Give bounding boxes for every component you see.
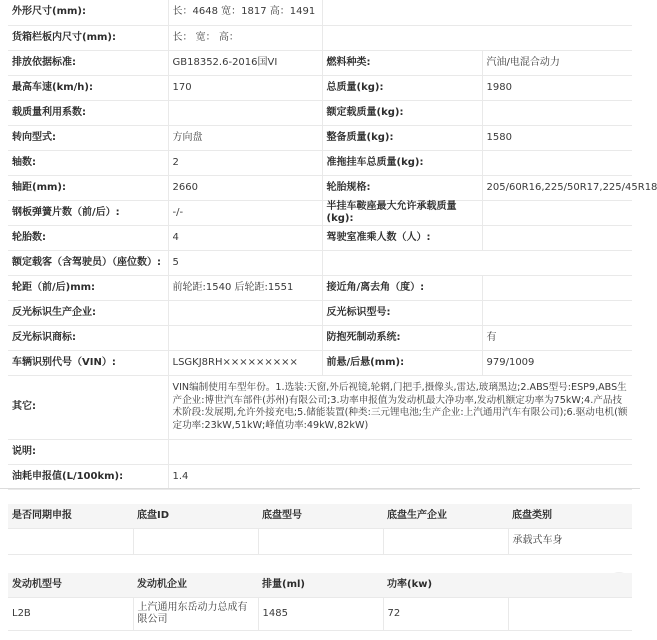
engine-cell: 上汽通用东岳动力总成有限公司 [133,597,258,630]
spec-empty-cell [322,25,632,50]
chassis-cell: 承载式车身 [508,528,632,554]
spec-row [8,75,632,100]
spec-value: 1980 [482,75,632,100]
spec-row [8,175,632,200]
chassis-cell [258,528,383,554]
spec-row [8,200,632,225]
spec-row-other [8,375,632,439]
vehicle-spec-table [8,0,657,490]
spec-label: 半挂车鞍座最大允许承载质量(kg): [322,200,482,225]
spec-label: 燃料种类: [322,50,482,75]
spec-label: 准拖挂车总质量(kg): [322,150,482,175]
spec-empty-cell [322,250,632,275]
section-divider [0,488,640,489]
spec-value: 205/60R16,225/50R17,225/45R18 [482,175,632,200]
spec-label: 前悬/后悬(mm): [322,350,482,375]
spec-row [8,325,632,350]
chassis-data-row [8,528,632,554]
spec-row [8,100,632,125]
spec-label: 轴数: [8,150,168,175]
chassis-header-cell: 底盘ID [133,504,258,528]
spec-value: LSGKJ8RH××××××××× [168,350,322,375]
engine-header-cell [508,573,632,597]
engine-cell: 1485 [258,597,383,630]
spec-row [8,25,632,50]
spec-value: 长：4648 宽：1817 高：1491 [168,0,322,25]
spec-label: 轴距(mm): [8,175,168,200]
engine-header-cell: 功率(kw) [383,573,508,597]
spec-value: -/- [168,200,322,225]
chassis-header-cell: 底盘类别 [508,504,632,528]
spec-label: 轮胎规格: [322,175,482,200]
spec-label: 反光标识型号: [322,300,482,325]
spec-label: 额定载客（含驾驶员）（座位数）: [8,250,168,275]
spec-row [8,150,632,175]
spec-label: 整备质量(kg): [322,125,482,150]
chassis-header-cell: 是否同期申报 [8,504,133,528]
spec-row [8,50,632,75]
spec-label: 转向型式: [8,125,168,150]
spec-label: 轮胎数: [8,225,168,250]
spec-value: 汽油/电混合动力 [482,50,632,75]
spec-label: 防抱死制动系统: [322,325,482,350]
spec-label: 额定载质量(kg): [322,100,482,125]
spec-label: 油耗申报值(L/100km): [8,464,168,489]
spec-label: 接近角/离去角（度）: [322,275,482,300]
spec-label: 排放依据标准: [8,50,168,75]
spec-label: 钢板弹簧片数（前/后）: [8,200,168,225]
spec-row-fuel [8,464,632,489]
spec-row [8,300,632,325]
spec-value: 1.4 [168,464,632,489]
spec-value [168,100,322,125]
chassis-header-row [8,504,632,528]
spec-row [8,275,632,300]
spec-value: 1580 [482,125,632,150]
spec-row [8,250,632,275]
spec-label: 反光标识生产企业: [8,300,168,325]
spec-value [168,300,322,325]
spec-value: 170 [168,75,322,100]
spec-value: 有 [482,325,632,350]
chassis-cell [8,528,133,554]
spec-label: 外形尺寸(mm): [8,0,168,25]
spec-value: 方向盘 [168,125,322,150]
engine-header-row [8,573,632,597]
spec-value: GB18352.6-2016国VI [168,50,322,75]
chassis-cell [133,528,258,554]
spec-row [8,350,632,375]
spec-row [8,125,632,150]
spec-value: 979/1009 [482,350,632,375]
spec-value: 2660 [168,175,322,200]
chassis-table [8,504,632,555]
spec-value: 5 [168,250,322,275]
spec-label: 轮距（前/后)mm: [8,275,168,300]
chassis-header-cell: 底盘型号 [258,504,383,528]
spec-empty-cell [322,0,632,25]
spec-label: 车辆识别代号（VIN）: [8,350,168,375]
engine-table [8,573,632,631]
engine-header-cell: 排量(ml) [258,573,383,597]
spec-label: 总质量(kg): [322,75,482,100]
spec-value [168,325,322,350]
spec-row-note [8,439,632,464]
engine-header-cell: 发动机型号 [8,573,133,597]
chassis-header-cell: 底盘生产企业 [383,504,508,528]
spec-value [482,225,632,250]
spec-value [168,439,632,464]
spec-value [482,300,632,325]
engine-cell: L2B [8,597,133,630]
chassis-cell [383,528,508,554]
engine-header-cell: 发动机企业 [133,573,258,597]
engine-data-row [8,597,632,630]
spec-value: 2 [168,150,322,175]
spec-label: 载质量利用系数: [8,100,168,125]
spec-value: 长： 宽： 高： [168,25,322,50]
spec-value [482,100,632,125]
spec-row [8,0,632,25]
spec-value: 4 [168,225,322,250]
engine-cell: 72 [383,597,508,630]
spec-label: 最高车速(km/h): [8,75,168,100]
spec-value [482,275,632,300]
engine-cell [508,597,632,630]
spec-other-value: VIN编制使用车型年份。1.选装:天窗,外后视镜,轮辋,门把手,摄像头,雷达,玻璃黑边;2.ABS型号:ESP9,ABS生产企业:博世汽车部件(苏州)有限公司;3.功率申报值为发动机最大净功率,发动机额定功率为75kW;4.产品技术阶段:发展期,允许外接充电;5.储能装置(种类:三元锂电池;生产企业:上汽通用汽车有限公司);6.驱动电机(额定功率:23kW,51kW;峰值功率:49kW,82kW) [168,375,632,439]
spec-value: 前轮距:1540 后轮距:1551 [168,275,322,300]
spec-label: 驾驶室准乘人数（人）: [322,225,482,250]
spec-label: 说明: [8,439,168,464]
spec-label: 反光标识商标: [8,325,168,350]
spec-value [482,200,632,225]
spec-value [482,150,632,175]
spec-row [8,225,632,250]
spec-label: 货箱栏板内尺寸(mm): [8,25,168,50]
spec-label: 其它: [8,375,168,439]
